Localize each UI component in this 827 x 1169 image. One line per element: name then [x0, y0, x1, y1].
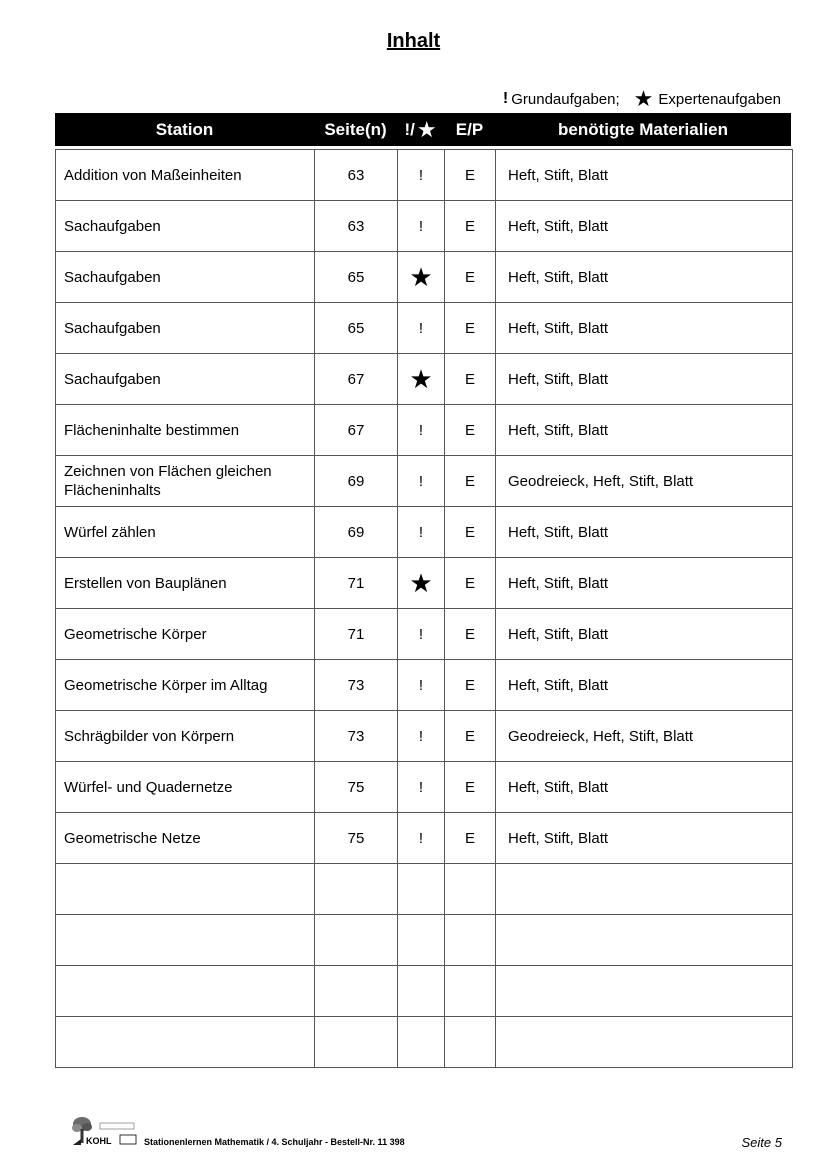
table-row	[56, 303, 793, 354]
station-cell: Geometrische Körper im Alltag	[56, 660, 315, 711]
star-icon: ★	[409, 363, 433, 394]
ep-cell: E	[445, 660, 496, 711]
page-cell	[315, 966, 398, 1017]
exclamation-icon: !	[418, 778, 424, 796]
table-row	[56, 558, 793, 609]
ep-cell: E	[445, 303, 496, 354]
station-cell: Erstellen von Bauplänen	[56, 558, 315, 609]
ep-cell	[445, 915, 496, 966]
table-row	[56, 456, 793, 507]
star-icon: ★	[416, 116, 437, 142]
exclamation-icon: !	[418, 421, 424, 439]
ep-cell	[445, 966, 496, 1017]
column-header-type	[397, 113, 444, 146]
table-header	[55, 113, 791, 146]
table-row	[56, 507, 793, 558]
page-cell: 73	[315, 711, 398, 762]
legend-expert-label: Expertenaufgaben	[658, 90, 781, 108]
exclamation-icon: !	[418, 523, 424, 541]
star-icon: ★	[409, 567, 433, 598]
station-cell: Schrägbilder von Körpern	[56, 711, 315, 762]
station-cell	[56, 915, 315, 966]
page-cell	[315, 864, 398, 915]
ep-cell: E	[445, 711, 496, 762]
logo-text: KOHL	[86, 1136, 112, 1146]
table-row	[56, 150, 793, 201]
station-cell: Addition von Maßeinheiten	[56, 150, 315, 201]
task-type-cell	[398, 303, 445, 354]
page-cell: 65	[315, 252, 398, 303]
ep-cell: E	[445, 405, 496, 456]
materials-cell: Heft, Stift, Blatt	[496, 609, 793, 660]
page-cell: 73	[315, 660, 398, 711]
task-type-cell	[398, 711, 445, 762]
table-row	[56, 252, 793, 303]
exclamation-icon: !	[502, 90, 509, 107]
page-cell: 71	[315, 558, 398, 609]
table-row	[56, 762, 793, 813]
page-cell: 65	[315, 303, 398, 354]
page-cell	[315, 915, 398, 966]
table-row	[56, 201, 793, 252]
page-cell: 75	[315, 813, 398, 864]
ep-cell: E	[445, 150, 496, 201]
task-type-cell	[398, 915, 445, 966]
materials-cell: Heft, Stift, Blatt	[496, 303, 793, 354]
task-type-cell	[398, 456, 445, 507]
legend	[503, 88, 781, 110]
materials-cell: Heft, Stift, Blatt	[496, 558, 793, 609]
station-cell: Sachaufgaben	[56, 303, 315, 354]
materials-cell: Heft, Stift, Blatt	[496, 252, 793, 303]
materials-cell: Heft, Stift, Blatt	[496, 660, 793, 711]
page-cell: 75	[315, 762, 398, 813]
task-type-cell	[398, 762, 445, 813]
task-type-cell	[398, 150, 445, 201]
task-type-cell	[398, 609, 445, 660]
footer	[70, 1115, 782, 1155]
materials-cell: Heft, Stift, Blatt	[496, 762, 793, 813]
exclamation-icon: !	[418, 727, 424, 745]
materials-cell: Heft, Stift, Blatt	[496, 507, 793, 558]
materials-cell: Heft, Stift, Blatt	[496, 405, 793, 456]
exclamation-icon: !	[418, 166, 424, 184]
task-type-cell	[398, 1017, 445, 1068]
station-cell: Sachaufgaben	[56, 201, 315, 252]
column-header-materials: benötigte Materialien	[557, 119, 729, 139]
page-cell: 69	[315, 456, 398, 507]
task-type-cell	[398, 252, 445, 303]
exclamation-icon: !	[418, 472, 424, 490]
star-icon: ★	[633, 86, 654, 111]
station-cell: Geometrische Körper	[56, 609, 315, 660]
task-type-cell	[398, 405, 445, 456]
materials-cell: Heft, Stift, Blatt	[496, 813, 793, 864]
materials-cell	[496, 1017, 793, 1068]
station-cell: Sachaufgaben	[56, 252, 315, 303]
task-type-cell	[398, 201, 445, 252]
page-cell	[315, 1017, 398, 1068]
page-number: Seite 5	[741, 1135, 782, 1150]
contents-table	[55, 149, 793, 1068]
page-cell: 71	[315, 609, 398, 660]
table-row	[56, 1017, 793, 1068]
ep-cell: E	[445, 813, 496, 864]
station-cell: Zeichnen von Flächen gleichen Flächeninhalts	[56, 456, 315, 507]
table-row	[56, 864, 793, 915]
footer-text: Stationenlernen Mathematik / 4. Schuljahr - Bestell-Nr. 11 398	[144, 1137, 405, 1147]
page-cell: 67	[315, 354, 398, 405]
column-header-ep: E/P	[455, 119, 484, 139]
table-row	[56, 609, 793, 660]
materials-cell: Geodreieck, Heft, Stift, Blatt	[496, 456, 793, 507]
table-row	[56, 405, 793, 456]
page-cell: 69	[315, 507, 398, 558]
star-icon: ★	[409, 261, 433, 292]
table-row	[56, 660, 793, 711]
ep-cell: E	[445, 456, 496, 507]
column-header-station: Station	[155, 119, 214, 139]
station-cell	[56, 1017, 315, 1068]
column-header-seite: Seite(n)	[324, 119, 387, 139]
page-cell: 63	[315, 150, 398, 201]
task-type-cell	[398, 864, 445, 915]
exclamation-icon: !	[418, 217, 424, 235]
materials-cell: Heft, Stift, Blatt	[496, 201, 793, 252]
ep-cell: E	[445, 252, 496, 303]
station-cell: Flächeninhalte bestimmen	[56, 405, 315, 456]
table-body	[56, 150, 793, 1068]
task-type-cell	[398, 354, 445, 405]
materials-cell: Heft, Stift, Blatt	[496, 150, 793, 201]
materials-cell: Geodreieck, Heft, Stift, Blatt	[496, 711, 793, 762]
ep-cell: E	[445, 201, 496, 252]
exclamation-icon: !	[418, 829, 424, 847]
page-cell: 67	[315, 405, 398, 456]
ep-cell	[445, 864, 496, 915]
task-type-cell	[398, 660, 445, 711]
page-cell: 63	[315, 201, 398, 252]
ep-cell: E	[445, 354, 496, 405]
task-type-cell	[398, 558, 445, 609]
table-row	[56, 966, 793, 1017]
table-row	[56, 354, 793, 405]
exclamation-icon: !	[418, 319, 424, 337]
station-cell: Würfel- und Quadernetze	[56, 762, 315, 813]
materials-cell	[496, 864, 793, 915]
column-header-type-bang: !/	[404, 119, 415, 139]
legend-basic-label: Grundaufgaben;	[511, 90, 620, 108]
page-title: Inhalt	[386, 30, 441, 52]
materials-cell: Heft, Stift, Blatt	[496, 354, 793, 405]
ep-cell	[445, 1017, 496, 1068]
table-row	[56, 711, 793, 762]
station-cell	[56, 864, 315, 915]
task-type-cell	[398, 507, 445, 558]
station-cell: Würfel zählen	[56, 507, 315, 558]
exclamation-icon: !	[418, 676, 424, 694]
task-type-cell	[398, 966, 445, 1017]
table-row	[56, 915, 793, 966]
materials-cell	[496, 915, 793, 966]
station-cell: Sachaufgaben	[56, 354, 315, 405]
table-row	[56, 813, 793, 864]
tree-icon	[70, 1115, 138, 1151]
task-type-cell	[398, 813, 445, 864]
materials-cell	[496, 966, 793, 1017]
ep-cell: E	[445, 609, 496, 660]
station-cell: Geometrische Netze	[56, 813, 315, 864]
ep-cell: E	[445, 762, 496, 813]
ep-cell: E	[445, 558, 496, 609]
station-cell	[56, 966, 315, 1017]
ep-cell: E	[445, 507, 496, 558]
exclamation-icon: !	[418, 625, 424, 643]
